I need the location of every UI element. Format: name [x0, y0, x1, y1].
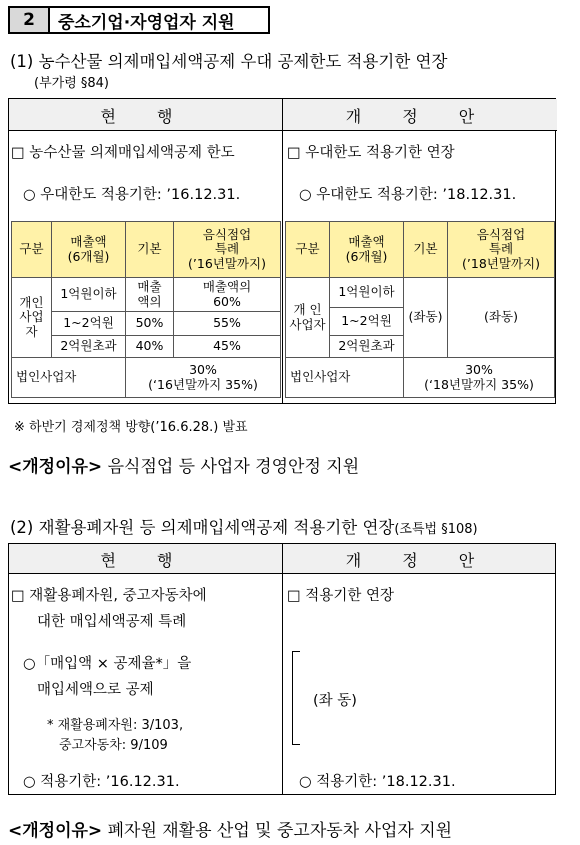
cell-gubun: 구분	[12, 222, 52, 278]
item1-column-divider	[282, 99, 283, 403]
cell-basic-header: 기본	[126, 222, 174, 278]
item2-bracket	[292, 651, 300, 745]
cell-corp: 법인사업자	[12, 358, 126, 398]
item2-current-formula-2: 매입세액으로 공제	[37, 682, 154, 698]
cell-individual: 개 인 사업자	[286, 278, 330, 358]
reason-text: 폐자원 재활용 산업 및 중고자동차 사업자 지원	[107, 821, 453, 841]
item1-comparison-box	[8, 98, 556, 404]
cell-individual: 개인 사업 자	[12, 278, 52, 358]
cell-r3-sales: 2억원초과	[330, 336, 404, 358]
item2-column-divider	[282, 544, 283, 794]
item2-heading-text: (2) 재활용폐자원 등 의제매입세액공제 적용기한 연장	[10, 518, 395, 537]
section-title: 중소기업·자영업자 지원	[50, 6, 270, 34]
cell-corp-value: 30% (‘18년말까지 35%)	[404, 358, 555, 398]
item2-ref: (조특법 §108)	[394, 522, 478, 537]
cell-same-basic: (좌동)	[404, 278, 448, 358]
item2-current-title-2: 대한 매입세액공제 특례	[37, 614, 187, 630]
cell-sales-header: 매출액 (6개월)	[52, 222, 126, 278]
cell-r1-sales: 1억원이하	[330, 278, 404, 308]
item2-current-note-2: 중고자동차: 9/109	[59, 738, 168, 753]
reason-label: <개정이유>	[8, 457, 103, 477]
item2-proposed-deadline: ○ 적용기한: ’18.12.31.	[299, 774, 456, 790]
cell-r2-special: 55%	[174, 312, 281, 336]
cell-basic-header: 기본	[404, 222, 448, 278]
item1-proposed-table	[285, 221, 555, 398]
cell-r3-basic: 40%	[126, 336, 174, 358]
item2-reason	[8, 816, 452, 841]
cell-sales-header: 매출액 (6개월)	[330, 222, 404, 278]
item1-col-current: 현 행	[100, 106, 191, 126]
cell-corp-value: 30% (‘16년말까지 35%)	[126, 358, 281, 398]
cell-r1-special: 매출액의 60%	[174, 278, 281, 312]
item2-col-current: 현 행	[100, 550, 191, 570]
item2-current-note-1: * 재활용폐자원: 3/103,	[47, 718, 184, 733]
item1-footnote: ※ 하반기 경제정책 방향(’16.6.28.) 발표	[14, 420, 248, 435]
item1-col-proposed: 개 정 안	[345, 106, 493, 126]
item2-current-formula-1: ○「매입액 × 공제율*」을	[23, 656, 192, 672]
cell-r3-special: 45%	[174, 336, 281, 358]
item1-heading: (1) 농수산물 의제매입세액공제 우대 공제한도 적용기한 연장	[10, 52, 448, 71]
cell-r1-sales: 1억원이하	[52, 278, 126, 312]
item1-current-table	[11, 221, 281, 398]
item2-comparison-box	[8, 543, 556, 795]
item1-current-deadline: ○ 우대한도 적용기한: ’16.12.31.	[23, 187, 241, 203]
item1-current-title: □ 농수산물 의제매입세액공제 한도	[11, 145, 235, 161]
section-number: 2	[8, 6, 50, 34]
item1-proposed-deadline: ○ 우대한도 적용기한: ’18.12.31.	[299, 187, 517, 203]
item2-col-proposed: 개 정 안	[345, 550, 493, 570]
cell-same-special: (좌동)	[448, 278, 555, 358]
cell-special-header: 음식점업 특례 (’18년말까지)	[448, 222, 555, 278]
reason-text: 음식점업 등 사업자 경영안정 지원	[107, 457, 360, 477]
item1-reason	[8, 452, 359, 477]
section-header	[8, 6, 270, 34]
item2-proposed-same: (좌 동)	[313, 693, 357, 709]
cell-special-header: 음식점업 특례 (’16년말까지)	[174, 222, 281, 278]
cell-r2-sales: 1~2억원	[330, 308, 404, 336]
item2-current-title-1: □ 재활용폐자원, 중고자동차에	[11, 588, 207, 604]
cell-r3-sales: 2억원초과	[52, 336, 126, 358]
cell-r2-basic: 50%	[126, 312, 174, 336]
item1-ref: (부가령 §84)	[34, 76, 109, 91]
item2-proposed-title: □ 적용기한 연장	[287, 588, 394, 604]
cell-corp: 법인사업자	[286, 358, 404, 398]
item2-heading	[10, 514, 478, 538]
cell-r2-sales: 1~2억원	[52, 312, 126, 336]
reason-label: <개정이유>	[8, 821, 103, 841]
item2-current-deadline: ○ 적용기한: ’16.12.31.	[23, 774, 180, 790]
item1-proposed-title: □ 우대한도 적용기한 연장	[287, 145, 455, 161]
cell-gubun: 구분	[286, 222, 330, 278]
cell-r1-basic: 매출 액의	[126, 278, 174, 312]
